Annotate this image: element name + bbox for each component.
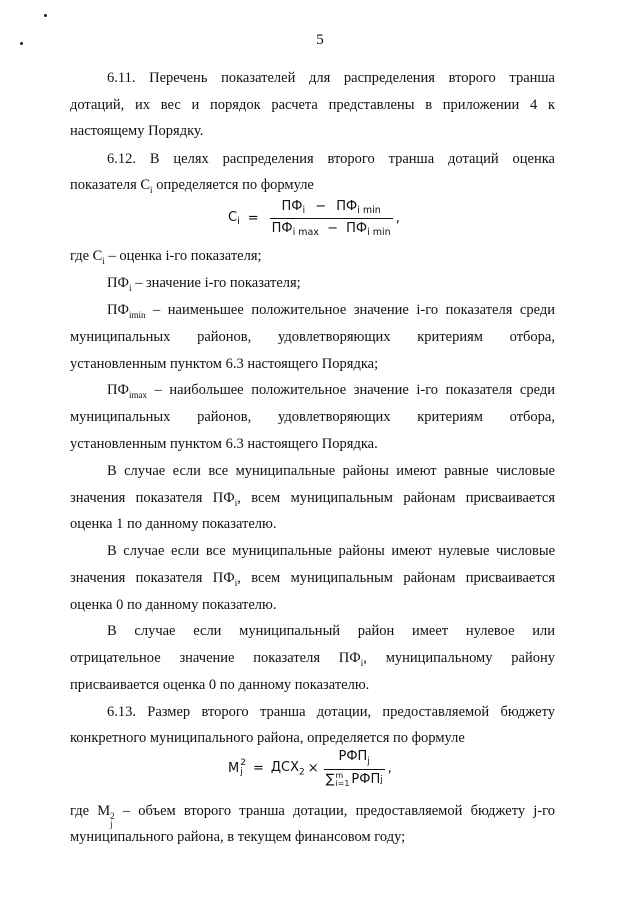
def-pfimin-line-1: $ПФ_{imin}$ – наименьшее положительное значение i-го показателя среди	[107, 302, 555, 320]
para-negative-line-2: отрицательное значение показателя $ПФ_i$, муниципальному району	[70, 650, 555, 668]
page-number: 5	[316, 32, 324, 48]
para-6-11-line-2: дотаций, их вес и порядок расчета представлены в приложении 4 к	[70, 97, 555, 113]
text: показателя C	[70, 177, 151, 193]
formula-ci	[228, 199, 400, 238]
formula-lhs: $C_i$	[228, 210, 240, 227]
fraction-numerator: $РФП_j$	[338, 749, 370, 767]
formula-fraction	[270, 199, 393, 238]
para-zero-line-2: значения показателя $ПФ_i$, всем муниципальным районам присваивается	[70, 570, 555, 588]
para-6-13-line-2: конкретного муниципального района, определяется по формуле	[70, 730, 465, 746]
formula-mj	[228, 749, 392, 788]
formula-fraction	[324, 749, 385, 788]
para-6-11-line-1: 6.11. Перечень показателей для распределения второго транша	[107, 70, 555, 86]
para-6-12-line-2	[70, 176, 314, 199]
fraction-denominator: ∑ m i=1 РФП j	[325, 770, 383, 788]
coefficient: $ДСХ_2$	[270, 759, 305, 778]
scan-speck	[44, 14, 47, 17]
fraction-numerator: $ПФ_i - ПФ_{i min}$	[281, 199, 381, 216]
def-pfimin-line-2: муниципальных районов, удовлетворяющих критериям отбора,	[70, 329, 555, 345]
para-zero-line-3: оценка 0 по данному показателю.	[70, 597, 277, 613]
para-equal-line-3: оценка 1 по данному показателю.	[70, 516, 277, 532]
def-pfimax-line-2: муниципальных районов, удовлетворяющих критериям отбора,	[70, 409, 555, 425]
def-pfimax-line-1: $ПФ_{imax}$ – наибольшее положительное значение i-го показателя среди	[107, 382, 555, 400]
para-6-11-line-3: настоящему Порядку.	[70, 123, 204, 139]
para-negative-line-3: присваивается оценка 0 по данному показателю.	[70, 677, 370, 693]
def-pfimin-line-3: установленным пунктом 6.3 настоящего Порядка;	[70, 356, 379, 372]
para-6-13-line-1: 6.13. Размер второго транша дотации, предоставляемой бюджету	[107, 704, 555, 720]
def-mj-line-2: муниципального района, в текущем финансовом году;	[70, 829, 406, 845]
para-negative-line-1: В случае если муниципальный район имеет нулевое или	[107, 623, 555, 639]
equals-sign: =	[252, 760, 264, 776]
def-pfi: $ПФ_i$ – значение i-го показателя;	[107, 275, 301, 293]
fraction-denominator: $ПФ_{i max} - ПФ_{i min}$	[270, 218, 393, 238]
sub-i: i	[150, 184, 153, 195]
para-equal-line-1: В случае если все муниципальные районы имеют равные числовые	[107, 463, 555, 479]
def-pfimax-line-3: установленным пунктом 6.3 настоящего Порядка.	[70, 436, 378, 452]
formula-lhs: M 2 j	[228, 758, 246, 778]
para-zero-line-1: В случае если все муниципальные районы имеют нулевые числовые	[107, 543, 555, 559]
sum-sign: ∑	[325, 772, 335, 788]
formula-comma: ,	[395, 211, 400, 226]
formula-comma: ,	[387, 760, 392, 776]
para-equal-line-2: значения показателя $ПФ_i$, всем муниципальным районам присваивается	[70, 490, 555, 508]
equals-sign: =	[247, 211, 259, 226]
times-sign: ×	[307, 760, 319, 776]
def-ci: где $C_i$ – оценка i-го показателя;	[70, 248, 262, 266]
text: определяется по формуле	[152, 177, 314, 193]
para-6-12-line-1: 6.12. В целях распределения второго транша дотаций оценка	[107, 151, 555, 167]
def-mj-line-1: где M 2 j – объем второго транша дотации, предоставляемой бюджету j-го	[70, 803, 555, 829]
